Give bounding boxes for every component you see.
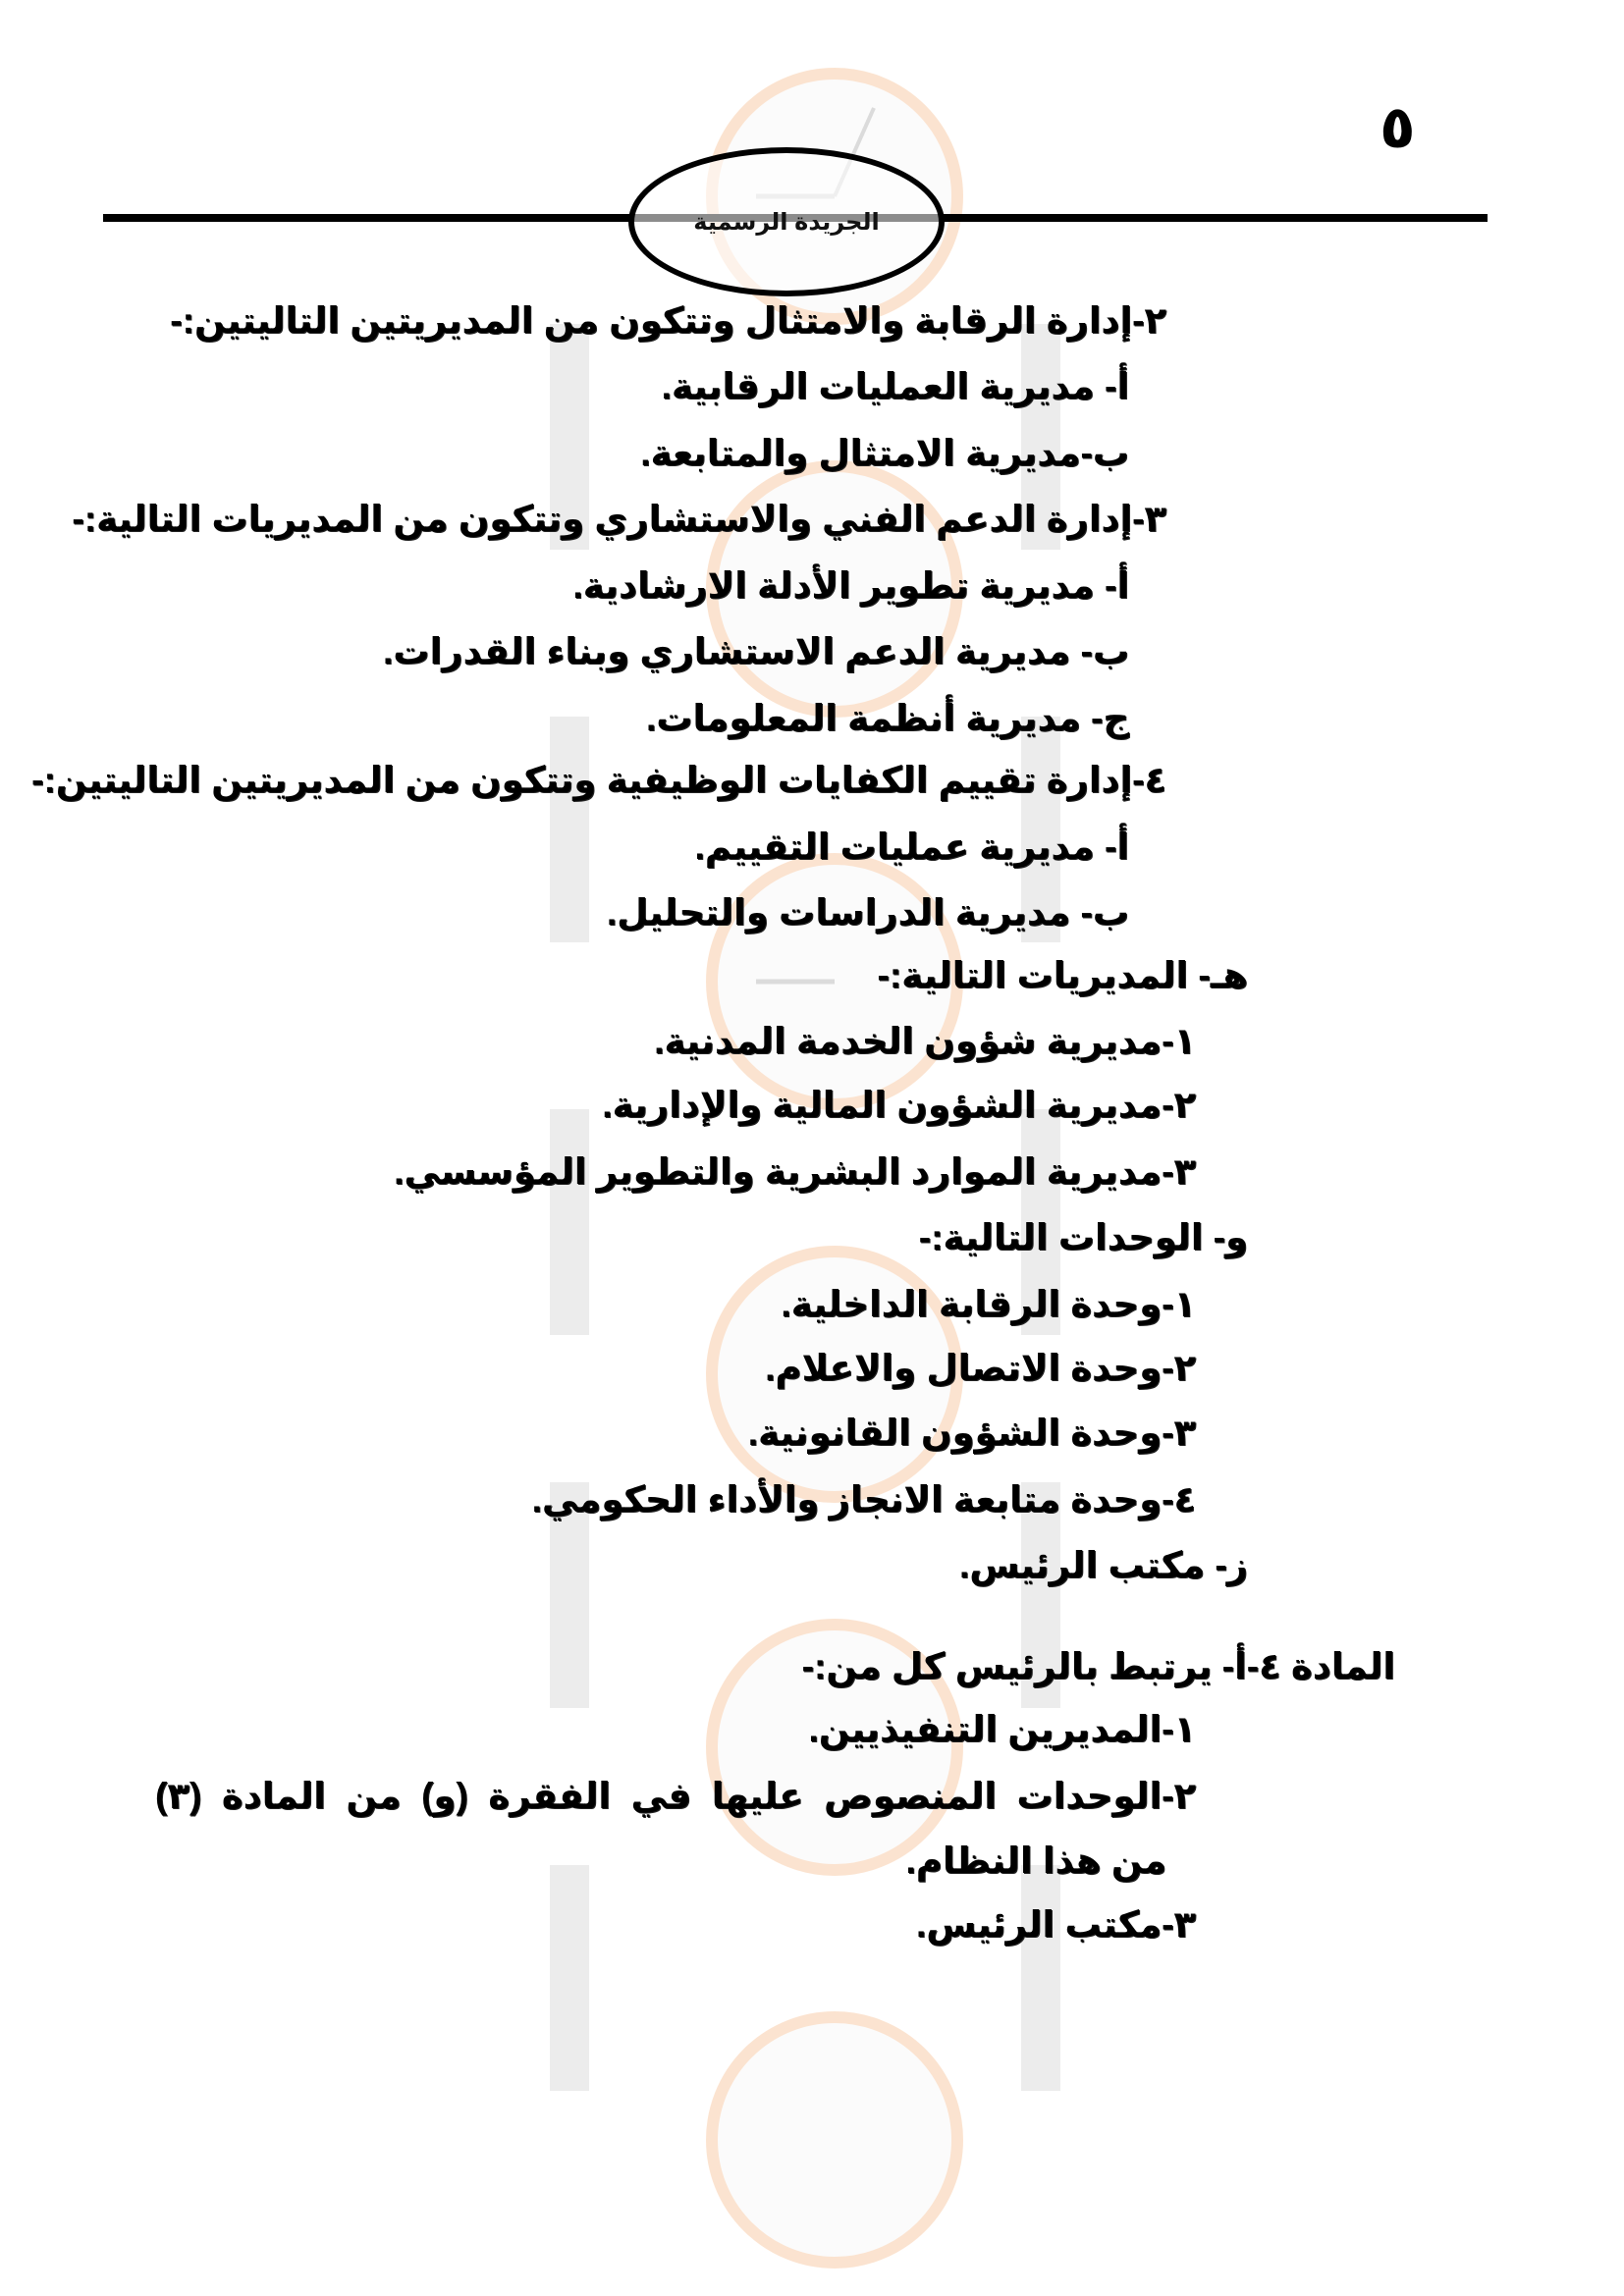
list-item: ٣-مكتب الرئيس. (915, 1904, 1196, 1945)
list-item: ٣-وحدة الشؤون القانونية. (747, 1413, 1196, 1453)
list-item: ٢-وحدة الاتصال والاعلام. (765, 1348, 1196, 1388)
gazette-title: الجريدة الرسمية (693, 208, 880, 236)
list-item: ١-مديرية شؤون الخدمة المدنية. (654, 1021, 1196, 1061)
list-item: ٣-مديرية الموارد البشرية والتطوير المؤسسي. (394, 1151, 1196, 1192)
section-item: هـ- المديريات التالية:- (877, 955, 1248, 995)
list-item-continuation: من هذا النظام. (905, 1841, 1166, 1881)
section-item: ٤-إدارة تقييم الكفايات الوظيفية وتتكون من المديريتين التاليتين:- (31, 760, 1166, 800)
list-item: أ- مديرية تطوير الأدلة الارشادية. (572, 565, 1129, 606)
list-item: ب-مديرية الامتثال والمتابعة. (640, 433, 1129, 473)
list-item: ٤-وحدة متابعة الانجاز والأداء الحكومي. (531, 1479, 1196, 1520)
list-item: ٢-الوحدات المنصوص عليها في الفقرة (و) من المادة (٣) (155, 1776, 1196, 1816)
section-item: و- الوحدات التالية:- (918, 1217, 1248, 1257)
section-item: ز- مكتب الرئيس. (958, 1545, 1248, 1585)
header-title-oval (628, 147, 945, 296)
article-heading: المادة ٤-أ- يرتبط بالرئيس كل من:- (801, 1646, 1395, 1686)
list-item: أ- مديرية العمليات الرقابية. (661, 366, 1129, 406)
list-item: ب- مديرية الدعم الاستشاري وبناء القدرات. (383, 631, 1129, 671)
list-item: ١-المديرين التنفيذيين. (808, 1709, 1196, 1749)
section-item: ٣-إدارة الدعم الفني والاستشاري وتتكون من المديريات التالية:- (72, 499, 1166, 539)
list-item: ب- مديرية الدراسات والتحليل. (606, 892, 1129, 933)
list-item: أ- مديرية عمليات التقييم. (694, 827, 1129, 867)
section-item: ٢-إدارة الرقابة والامتثال وتتكون من المديريتين التاليتين:- (170, 300, 1166, 341)
list-item: ج- مديرية أنظمة المعلومات. (645, 698, 1129, 738)
page-number: ٥ (1380, 94, 1416, 160)
list-item: ٢-مديرية الشؤون المالية والإدارية. (602, 1085, 1196, 1125)
list-item: ١-وحدة الرقابة الداخلية. (781, 1284, 1196, 1324)
